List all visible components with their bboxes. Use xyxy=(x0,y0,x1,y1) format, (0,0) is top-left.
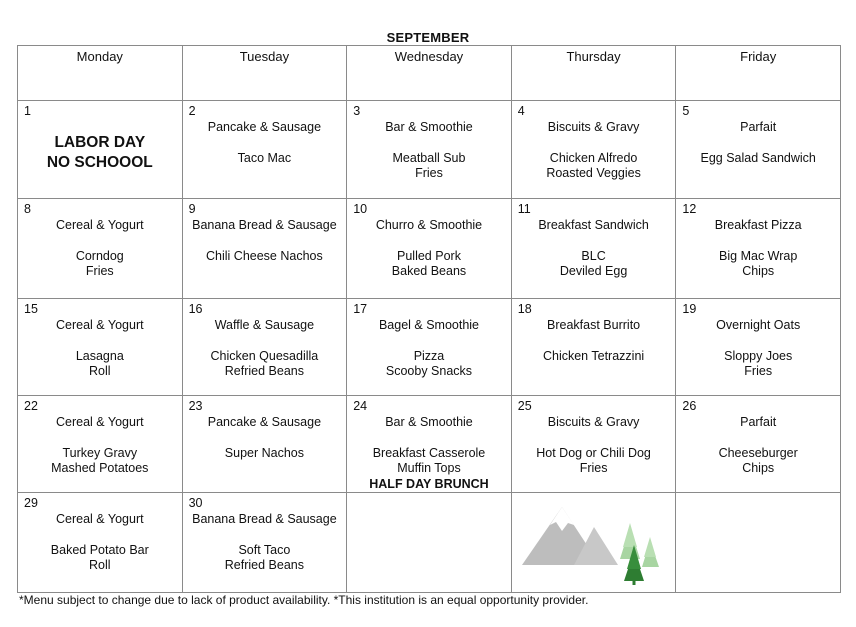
breakfast-item: Biscuits & Gravy xyxy=(547,415,640,429)
lunch-item: Breakfast Casserole xyxy=(372,445,486,460)
day-cell xyxy=(182,199,347,299)
lunch-item: Roll xyxy=(89,558,111,572)
lunch-item: Deviled Egg xyxy=(559,264,628,278)
day-number: 5 xyxy=(682,104,690,118)
lunch-item: Fries xyxy=(744,364,773,378)
breakfast-item: Breakfast Pizza xyxy=(714,218,802,232)
breakfast-item: Bar & Smoothie xyxy=(385,415,473,429)
lunch-item: Super Nachos xyxy=(224,445,304,460)
day-number: 9 xyxy=(188,202,196,216)
footer-note: *Menu subject to change due to lack of product availability. *This institution is an equal opportunity provider. xyxy=(19,593,589,607)
day-number: 30 xyxy=(188,496,203,510)
breakfast-item: Banana Bread & Sausage xyxy=(192,512,337,526)
lunch-item: Chips xyxy=(742,461,775,475)
weekday-tuesday: Tuesday xyxy=(182,46,347,101)
day-number: 22 xyxy=(24,399,38,413)
mountain-trees-icon xyxy=(522,501,672,586)
breakfast-item: Pancake & Sausage xyxy=(207,120,322,134)
breakfast-item: Overnight Oats xyxy=(716,318,801,332)
holiday-label xyxy=(18,101,182,173)
lunch-item: Turkey Gravy xyxy=(62,445,138,460)
day-cell xyxy=(511,199,676,299)
lunch-item: Baked Potato Bar xyxy=(50,542,149,557)
day-cell xyxy=(182,396,347,493)
lunch-item: Corndog xyxy=(75,248,124,263)
day-number: 19 xyxy=(682,302,697,316)
weekday-wednesday: Wednesday xyxy=(347,46,512,101)
lunch-item: Roll xyxy=(89,364,111,378)
week-row xyxy=(18,199,841,299)
day-cell xyxy=(347,396,512,493)
day-cell xyxy=(182,493,347,593)
lunch-item: Soft Taco xyxy=(238,542,291,557)
breakfast-item: Banana Bread & Sausage xyxy=(192,218,337,232)
breakfast-item: Cereal & Yogurt xyxy=(56,415,144,429)
day-cell xyxy=(18,101,183,199)
day-cell xyxy=(18,299,183,396)
breakfast-item: Pancake & Sausage xyxy=(207,415,322,429)
day-number: 10 xyxy=(353,202,368,216)
day-number: 1 xyxy=(24,104,31,118)
lunch-item: Egg Salad Sandwich xyxy=(700,150,816,165)
day-cell xyxy=(676,299,841,396)
lunch-item: Scooby Snacks xyxy=(385,364,473,378)
day-cell xyxy=(511,299,676,396)
day-number: 16 xyxy=(188,302,203,316)
day-cell xyxy=(676,199,841,299)
day-cell xyxy=(18,396,183,493)
day-cell xyxy=(676,396,841,493)
lunch-item: Taco Mac xyxy=(237,150,292,165)
breakfast-item: Churro & Smoothie xyxy=(375,218,483,232)
day-number: 24 xyxy=(353,399,368,413)
day-number: 26 xyxy=(682,399,697,413)
lunch-item: Chicken Quesadilla xyxy=(210,348,319,363)
half-day-note: HALF DAY BRUNCH xyxy=(369,476,489,491)
day-number: 23 xyxy=(188,399,203,413)
weekday-friday: Friday xyxy=(676,46,841,101)
lunch-item: Refried Beans xyxy=(224,558,304,572)
lunch-item: Lasagna xyxy=(75,348,124,363)
month-title: SEPTEMBER xyxy=(386,30,470,45)
breakfast-item: Cereal & Yogurt xyxy=(56,318,144,332)
empty-cell xyxy=(347,493,512,593)
breakfast-item: Waffle & Sausage xyxy=(214,318,315,332)
lunch-item: Pulled Pork xyxy=(397,248,461,263)
week-row xyxy=(18,396,841,493)
week-row xyxy=(18,101,841,199)
lunch-item: Pizza xyxy=(413,348,445,363)
lunch-item: Big Mac Wrap xyxy=(719,248,798,263)
lunch-item: Fries xyxy=(85,264,114,278)
breakfast-item: Cereal & Yogurt xyxy=(56,218,144,232)
breakfast-item: Parfait xyxy=(740,120,777,134)
weekday-monday: Monday xyxy=(18,46,183,101)
breakfast-item: Cereal & Yogurt xyxy=(56,512,144,526)
lunch-item: Chicken Tetrazzini xyxy=(542,348,645,363)
day-number: 2 xyxy=(188,104,196,118)
lunch-item: Baked Beans xyxy=(391,264,467,278)
day-number: 8 xyxy=(24,202,31,216)
breakfast-item: Breakfast Burrito xyxy=(547,318,641,332)
lunch-item: Chili Cheese Nachos xyxy=(206,248,323,263)
breakfast-item: Breakfast Sandwich xyxy=(538,218,649,232)
lunch-item: BLC xyxy=(581,248,606,263)
day-number: 11 xyxy=(517,202,531,216)
lunch-item: Roasted Veggies xyxy=(546,166,641,180)
lunch-item: Hot Dog or Chili Dog xyxy=(536,445,651,460)
day-cell xyxy=(347,299,512,396)
breakfast-item: Biscuits & Gravy xyxy=(547,120,640,134)
day-cell xyxy=(676,101,841,199)
empty-cell xyxy=(676,493,841,593)
menu-calendar xyxy=(17,45,841,593)
lunch-item: Chicken Alfredo xyxy=(549,150,638,165)
day-cell xyxy=(18,493,183,593)
day-cell xyxy=(347,101,512,199)
day-number: 15 xyxy=(24,302,38,316)
decoration-cell xyxy=(511,493,676,593)
breakfast-item: Parfait xyxy=(740,415,777,429)
lunch-item: Sloppy Joes xyxy=(724,348,793,363)
week-row xyxy=(18,493,841,593)
lunch-item: Refried Beans xyxy=(224,364,304,378)
day-cell xyxy=(511,396,676,493)
lunch-item: Chips xyxy=(742,264,775,278)
day-number: 29 xyxy=(24,496,38,510)
day-number: 17 xyxy=(353,302,368,316)
day-cell xyxy=(347,199,512,299)
day-number: 18 xyxy=(517,302,532,316)
weekday-header-row xyxy=(18,46,841,101)
lunch-item: Fries xyxy=(579,461,608,475)
day-cell xyxy=(182,299,347,396)
breakfast-item: Bar & Smoothie xyxy=(385,120,473,134)
lunch-item: Muffin Tops xyxy=(397,461,461,475)
week-row xyxy=(18,299,841,396)
day-number: 4 xyxy=(517,104,525,118)
day-cell xyxy=(511,101,676,199)
day-number: 25 xyxy=(517,399,532,413)
holiday-line: NO SCHOOOL xyxy=(46,154,153,171)
day-cell xyxy=(182,101,347,199)
lunch-item: Meatball Sub xyxy=(392,150,466,165)
lunch-item: Mashed Potatoes xyxy=(51,461,149,475)
day-number: 12 xyxy=(682,202,697,216)
holiday-line: LABOR DAY xyxy=(54,134,146,151)
breakfast-item: Bagel & Smoothie xyxy=(378,318,480,332)
lunch-item: Fries xyxy=(415,166,443,180)
day-number: 3 xyxy=(353,104,361,118)
day-cell xyxy=(18,199,183,299)
lunch-item: Cheeseburger xyxy=(718,445,798,460)
weekday-thursday: Thursday xyxy=(511,46,676,101)
